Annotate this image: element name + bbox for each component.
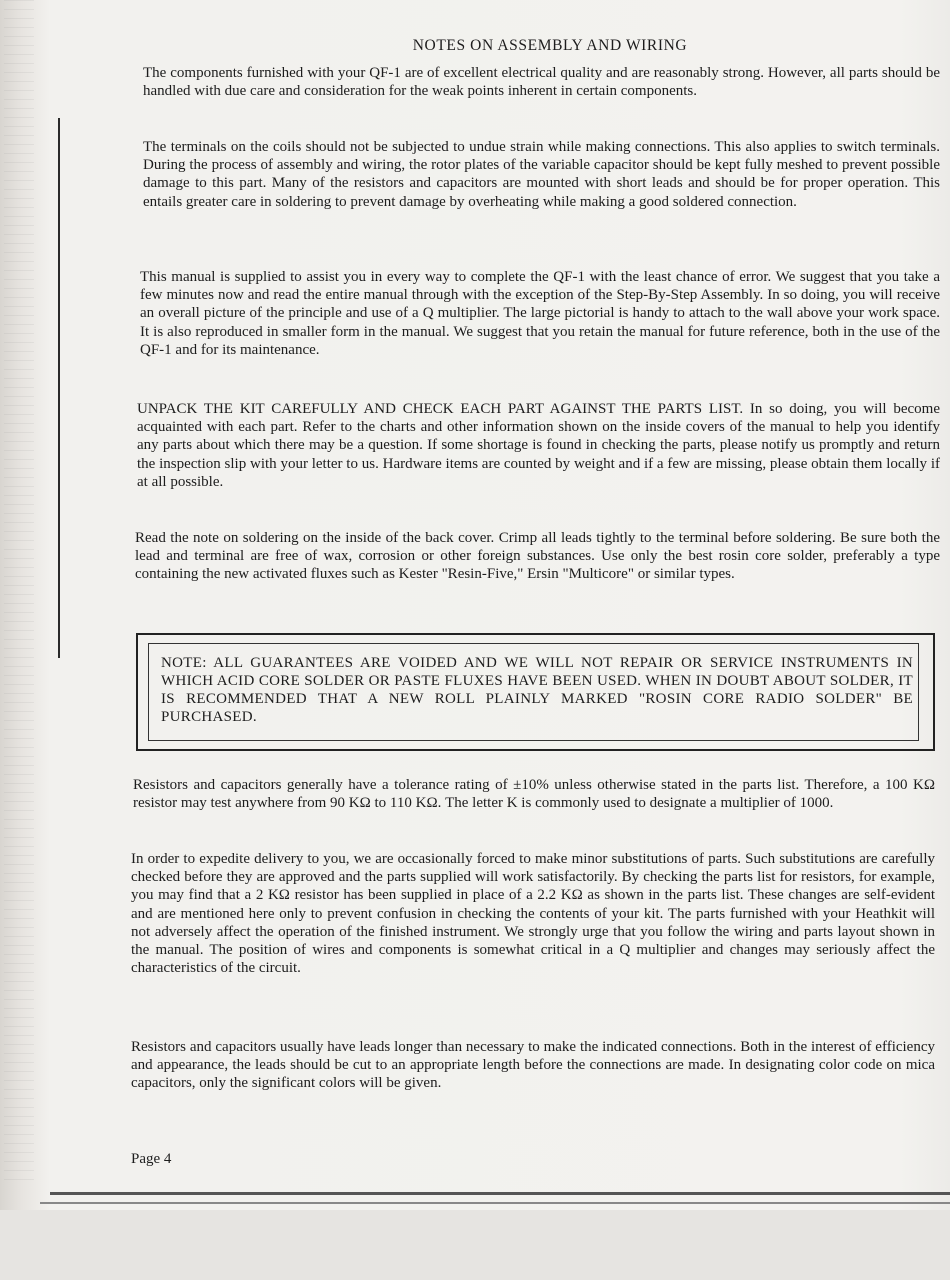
paragraph-manual-purpose: This manual is supplied to assist you in every way to complete the QF-1 with the least chance of error. We suggest that you take a few minutes now and read the entire manual through with the exception of the Step-By-Step Assembly. In so doing, you will receive an overall picture of the principle and use of a Q multiplier. The large pictorial is handy to attach to the wall above your work space. It is also reproduced in smaller form in the manual. We suggest that you retain the manual for future reference, both in the use of the QF-1 and for its maintenance. [140,269,940,358]
paragraph-substitutions: In order to expedite delivery to you, we are occasionally forced to make minor substitutions of parts. Such substitutions are carefully checked before they are approved and the parts supplied will work satisfactorily. By checking the parts list for resistors, for example, you may find that a 2 KΩ resistor has been supplied in place of a 2.2 KΩ as shown in the parts list. These changes are self-evident and are mentioned here only to prevent confusion in checking the contents of your kit. The parts furnished with your Heathkit will not adversely affect the operation of the finished instrument. We strongly urge that you follow the wiring and parts layout shown in the manual. The position of wires and components is somewhat critical in a Q multiplier and changes may seriously affect the characteristics of the circuit. [131,851,935,977]
margin-rule [58,118,60,658]
page-number: Page 4 [131,1151,172,1167]
paragraph-leads: Resistors and capacitors usually have leads longer than necessary to make the indicated connections. Both in the interest of efficiency and appearance, the leads should be cut to an appropriate length before the connections are made. In designating color code on mica capacitors, only the significant colors will be given. [131,1039,935,1092]
paragraph-tolerance: Resistors and capacitors generally have a tolerance rating of ±10% unless otherwise stated in the parts list. Therefore, a 100 KΩ resistor may test anywhere from 90 KΩ to 110 KΩ. The letter K is commonly used to designate a multiplier of 1000. [133,777,935,812]
lower-page-margin [0,1210,950,1280]
warning-note-text: NOTE: ALL GUARANTEES ARE VOIDED AND WE WILL NOT REPAIR OR SERVICE INSTRUMENTS IN WHICH ACID CORE SOLDER OR PASTE FLUXES HAVE BEEN USED. WHEN IN DOUBT ABOUT SOLDER, IT IS RECOMMENDED THAT A NEW ROLL PLAINLY MARKED "ROSIN CORE RADIO SOLDER" BE PURCHASED. [161,655,913,725]
page-heading: NOTES ON ASSEMBLY AND WIRING [412,37,688,54]
paragraph-soldering: Read the note on soldering on the inside of the back cover. Crimp all leads tightly to the terminal before soldering. Be sure both the lead and terminal are free of wax, corrosion or other foreign substances. Use only the best rosin core solder, preferably a type containing the new activated fluxes such as Kester "Resin-Five," Ersin "Multicore" or similar types. [135,530,940,583]
page-bottom-rule-secondary [40,1202,950,1204]
paragraph-terminals: The terminals on the coils should not be subjected to undue strain while making connections. This also applies to switch terminals. During the process of assembly and wiring, the rotor plates of the variable capacitor should be kept fully meshed to prevent possible damage to this part. Many of the resistors and capacitors are mounted with short leads and should be for proper operation. This entails greater care in soldering to prevent damage by overheating while making a good soldered connection. [143,139,940,210]
page-bottom-rule [50,1192,950,1195]
paragraph-components: The components furnished with your QF-1 are of excellent electrical quality and are reasonably strong. However, all parts should be handled with due care and consideration for the weak points inherent in certain components. [143,65,940,100]
paragraph-unpack-kit: UNPACK THE KIT CAREFULLY AND CHECK EACH PART AGAINST THE PARTS LIST. In so doing, you will become acquainted with each part. Refer to the charts and other information shown on the inside covers of the manual to help you identify any parts about which there may be a question. If some shortage is found in checking the parts, please notify us promptly and return the inspection slip with your letter to us. Hardware items are counted by weight and if a few are missing, please obtain them locally if at all possible. [137,401,940,490]
binding-edge [4,0,34,1180]
